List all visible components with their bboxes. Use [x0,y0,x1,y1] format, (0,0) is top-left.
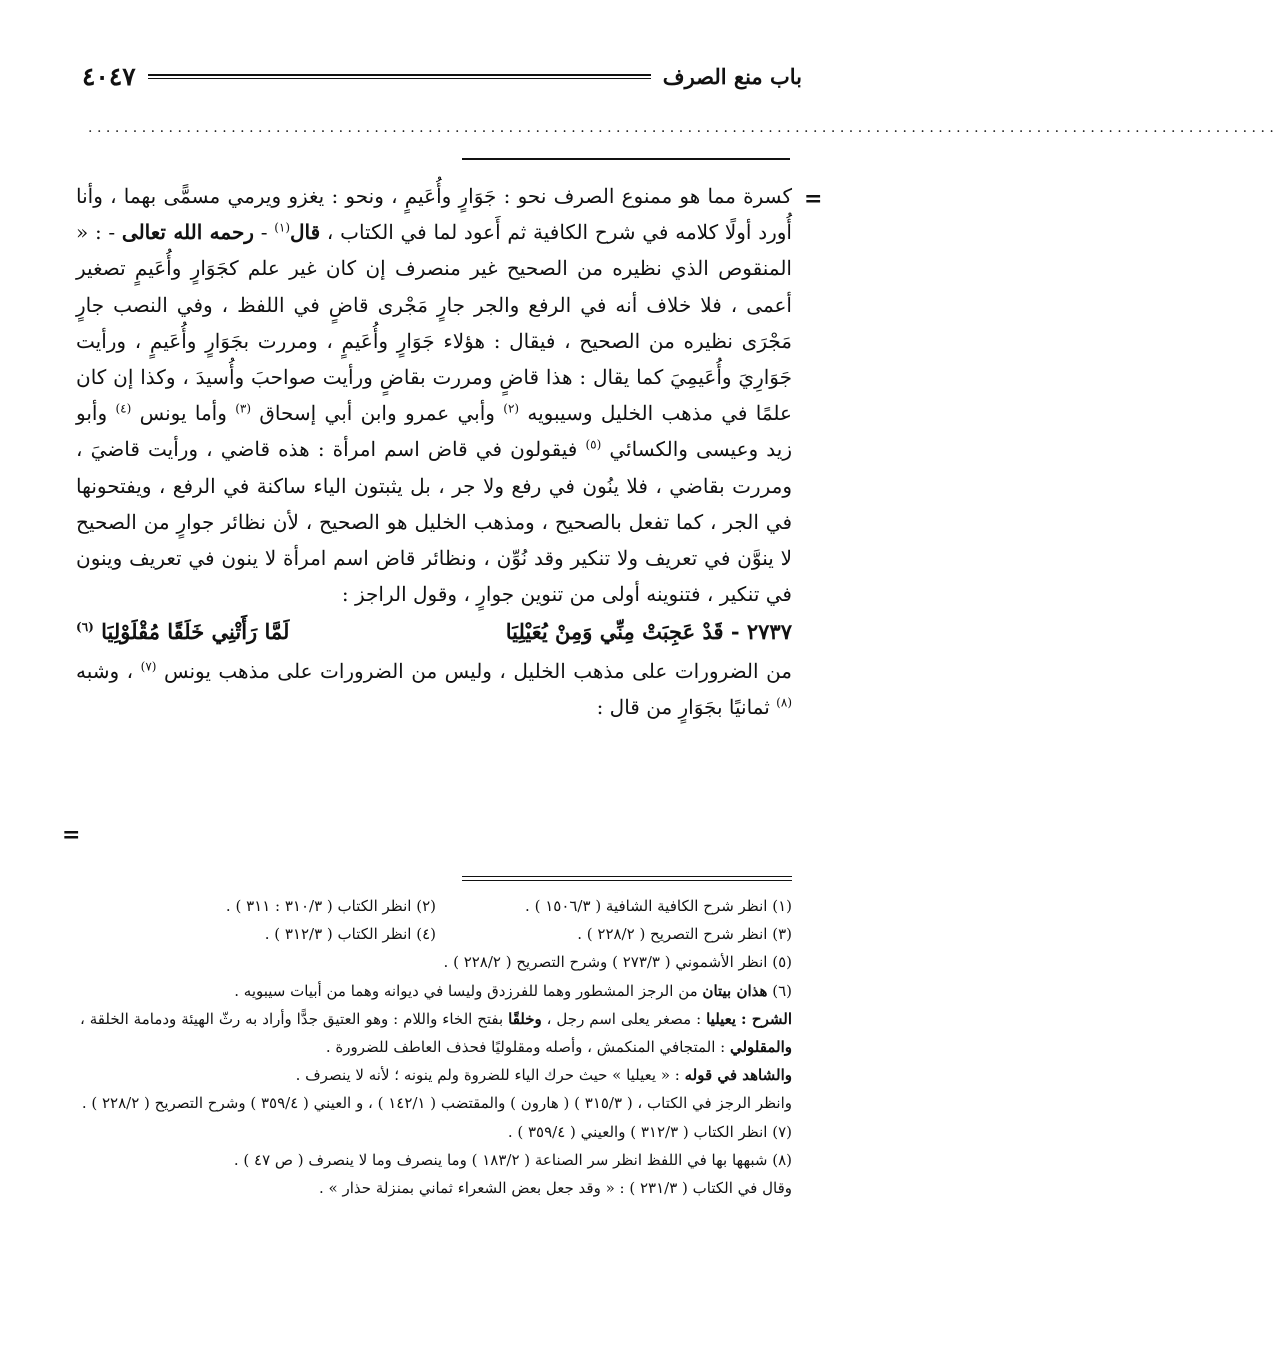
text-run: وأما يونس [131,401,236,426]
footnote-ref: (٧) [140,658,157,673]
continuation-mark-start: = [804,186,823,212]
bold-text: رحمه الله تعالى [121,220,254,245]
footnote-shahid [80,1061,792,1089]
footnote-6-lead: هذان بيتان [702,981,768,1000]
footnote-sources: وانظر الرجز في الكتاب ، ( ٣١٥/٣ ) ( هارون ) والمقتضب ( ١٤٢/١ ) ، و العيني ( ٣٥٩/٤ ) وشرح التصريح ( ٢٢٨/٢ ) . [81,1094,792,1113]
footnote-6-label: (٦) [772,981,792,1000]
continuation-mark-end: = [62,822,81,848]
sharh-text-3: : المتجافي المنكمش ، وأصله ومقلوليًا فحذف العاطف للضرورة . [325,1038,730,1057]
footnote-row [80,892,792,920]
footnotes [80,892,792,1202]
footnote-8-cont: وقال في الكتاب ( ٢٣١/٣ ) : « وقد جعل بعض الشعراء ثماني بمنزلة حذار » . [319,1179,792,1198]
sharh-text-1: : مصغر يعلى اسم رجل ، [541,1009,707,1028]
footnote-ref: (٨) [776,695,792,710]
footnote-6 [80,977,792,1005]
sharh-label: الشرح : [741,1009,792,1028]
footnote-7: (٧) انظر الكتاب ( ٣١٢/٣ ) والعيني ( ٣٥٩/٤ ) . [507,1122,792,1141]
chapter-title: باب منع الصرف [662,63,802,89]
footnote-ref: (٦) [76,620,94,635]
paragraph-2 [76,653,792,725]
page-number: ٤٠٤٧ [82,61,136,91]
text-run: - [253,220,275,245]
footnote-ref: (٣) [235,401,252,416]
footnote-ref: (١) [274,220,291,235]
text-run: من الضرورات على مذهب الخليل ، وليس من الضرورات على مذهب يونس [156,658,793,683]
sharh-word-3: والمقلولي [729,1038,792,1057]
footnote-8: (٨) شبهها بها في اللفظ انظر سر الصناعة ( ١٨٣/٢ ) وما ينصرف وما لا ينصرف ( ص ٤٧ ) . [233,1150,792,1169]
sharh-word-1: يعيليا [706,1009,737,1028]
top-rule [462,158,790,160]
text-run: - : « المنقوص الذي نظيره من الصحيح غير منصرف إن كان غير علم كجَوَارٍ وأُعَيمٍ تصغير أعمى ، فلا خلاف أنه في الرفع والجر جارٍ مَجْرى قاضٍ في اللفظ ، وفي النصب جارٍ مَجْرَى نظيره من الصحيح ، فيقال : هؤلاء جَوَارٍ وأُعَيمٍ ، ومررت بجَوَارٍ وأُعَيمٍ ، ورأيت جَوَارِيَ وأُعَيمِيَ كما يقال : هذا قاضٍ ومررت بقاضٍ ورأيت صواحبَ وأُسيدَ ، وكذا إن كان علمًا في مذهب الخليل وسيبويه [76,220,792,426]
text-run: وأبو زيد وعيسى والكسائي [76,401,792,462]
sharh-text-2: بفتح الخاء واللام : وهو العتيق جدًّا وأراد به رثّ الهيئة ودمامة الخلقة ، [80,1009,509,1028]
footnote-rule [462,876,792,877]
footnote-sharh [80,1005,792,1061]
running-header [82,58,802,94]
header-rule [148,74,651,79]
shahid-label: والشاهد في قوله [684,1066,792,1085]
text-run: كسرة مما هو ممنوع الصرف نحو : جَوَارٍ وأُعَيمٍ ، ونحو : يغزو ويرمي مسمًّى بهما ، وأنا أُورد أولًا كلامه في شرح الكافية ثم أَعود لما في الكتاب ، [76,184,792,245]
footnote-ref: (٢) [503,401,520,416]
shahid-text: : « يعيليا » حيث حرك الياء للضروة ولم ينونه ؛ لأنه لا ينصرف . [295,1066,685,1085]
verse-hemistich-2 [76,614,289,650]
footnote-6-text: من الرجز المشطور وهما للفرزدق وليسا في ديوانه وهما من أبيات سيبويه . [234,981,703,1000]
verse-line [76,614,792,650]
footnote-rule-2 [462,880,792,881]
footnote-1: (١) انظر شرح الكافية الشافية ( ١٥٠٦/٣ ) . [525,897,792,915]
text-run: ثمانيًا بجَوَارٍ من قال : [596,694,777,719]
text-run: وأبي عمرو وابن أبي إسحاق [251,401,504,426]
footnote-4: (٤) انظر الكتاب ( ٣١٢/٣ ) . [264,925,436,944]
text-run: فيقولون في قاض اسم امرأة : هذه قاضي ، ورأيت قاضيَ ، ومررت بقاضي ، فلا ينُون في رفع ولا جر ، بل يثبتون الياء ساكنة في الرفع ، ويفتحونها في الجر ، كما تفعل بالصحيح ، ومذهب الخليل هو الصحيح ، لأن نظائر جوارٍ من الصحيح لا ينوَّن في تعريف ولا تنكير وقد نُوِّن ، ونظائر قاض اسم امرأة لا ينون في تعريف وينون في تنكير ، فتنوينه أولى من تنوين جوارٍ ، وقول الراجز : [76,437,792,607]
text-run: ، وشبه [76,658,141,683]
verse-hemistich-1 [506,614,792,650]
sharh-word-2: وخلقًا [508,1009,542,1028]
footnote-2: (٢) انظر الكتاب ( ٣١٠/٣ : ٣١١ ) . [225,897,436,915]
main-text [76,178,792,725]
footnote-ref: (٤) [115,401,132,416]
footnote-3: (٣) انظر شرح التصريح ( ٢٢٨/٢ ) . [577,925,792,944]
footnote-ref: (٥) [585,437,602,452]
verse-number: ٢٧٣٧ - [730,619,792,645]
verse-first-half: قَدْ عَجِبَتْ مِنِّي وَمِنْ يُعَيْلِيَا [505,619,724,645]
bold-text: قال [290,220,321,245]
footnote-row [80,920,792,948]
footnote-5: (٥) انظر الأشموني ( ٢٧٣/٣ ) وشرح التصريح ( ٢٢٨/٢ ) . [443,953,792,972]
verse-second-half: لَمَّا رَأَتْنِي خَلَقًا مُقْلَوْلِيَا [101,619,290,645]
paragraph-1 [76,178,792,612]
dotted-separator: ..................................................................................................................................... [88,120,1278,136]
